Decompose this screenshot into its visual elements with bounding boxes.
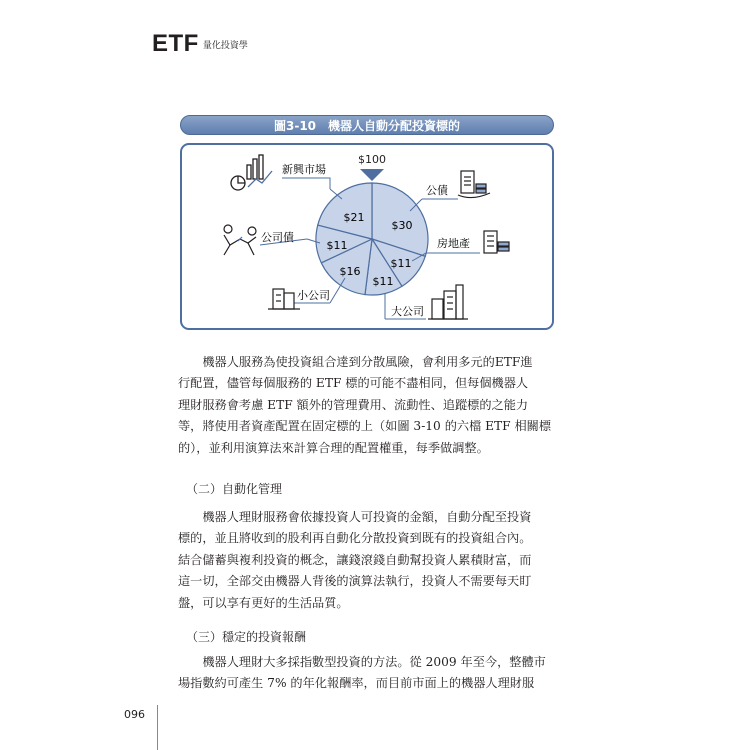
text-line: 的），並利用演算法來計算合理的配置權重，每季做調整。: [178, 440, 489, 455]
bond-document-icon: [458, 171, 490, 198]
slice-value-bond: $30: [391, 219, 413, 232]
figure-caption: 圖3-10 機器人自動分配投資標的: [180, 115, 554, 135]
handshake-icon: [224, 225, 256, 255]
paragraph-automation: [178, 507, 557, 614]
text-line: 行配置，儘管每個服務的 ETF 標的可能不盡相同，但每個機器人: [178, 376, 529, 391]
allocation-pie-figure: [180, 143, 554, 330]
page-number: 096: [124, 708, 145, 721]
total-amount-label: $100: [358, 153, 386, 166]
slice-value-large-cap: $11: [372, 275, 394, 288]
label-corporate-bond: 公司債: [261, 231, 294, 244]
header-title: ETF: [152, 30, 199, 57]
text-line: 機器人理財服務會依據投資人可投資的金額，自動分配至投資: [178, 510, 532, 524]
paragraph-robo-service: [178, 352, 557, 459]
small-building-icon: [268, 289, 300, 309]
total-pointer-icon: [360, 169, 384, 181]
growth-chart-icon: [231, 155, 272, 190]
text-line: 機器人理財大多採指數型投資的方法。從 2009 年至今，整體市: [178, 655, 546, 669]
text-line: 等，將使用者資產配置在固定標的上（如圖 3-10 的六檔 ETF 相關標: [178, 419, 552, 434]
skyscraper-icon: [428, 285, 468, 319]
slice-value-small-cap: $16: [339, 265, 361, 278]
slice-value-real-estate: $11: [390, 257, 412, 270]
text-line: 理財服務會考慮 ETF 額外的管理費用、流動性、追蹤標的之能力: [178, 397, 529, 412]
label-government-bond: 公債: [426, 184, 448, 197]
label-emerging-market: 新興市場: [282, 163, 326, 176]
slice-value-emerging: $21: [343, 211, 365, 224]
text-line: 盤，可以享有更好的生活品質。: [178, 595, 349, 610]
text-line: 場指數約可產生 7% 的年化報酬率，而目前市面上的機器人理財服: [178, 676, 535, 691]
text-line: 標的，並且將收到的股利再自動化分散投資到既有的投資組合內。: [178, 531, 532, 546]
label-small-company: 小公司: [297, 289, 330, 302]
paragraph-stable-return: [178, 652, 557, 695]
running-header: [152, 30, 248, 58]
label-large-company: 大公司: [391, 305, 424, 318]
section-heading-automation: （二）自動化管理: [186, 482, 283, 496]
page-divider: [157, 705, 158, 750]
label-real-estate: 房地產: [437, 237, 470, 250]
text-line: 機器人服務為使投資組合達到分散風險，會利用多元的ETF進: [178, 355, 533, 369]
text-line: 結合儲蓄與複利投資的概念，讓錢滾錢自動幫投資人累積財富，而: [178, 552, 532, 567]
section-heading-stable-return: （三）穩定的投資報酬: [186, 630, 307, 644]
leader-emerging: [282, 178, 342, 199]
text-line: 這一切，全部交由機器人背後的演算法執行，投資人不需要每天盯: [178, 574, 532, 589]
header-subtitle: 量化投資學: [202, 41, 248, 51]
real-estate-building-icon: [484, 231, 509, 253]
slice-value-corporate-bond: $11: [326, 239, 348, 252]
